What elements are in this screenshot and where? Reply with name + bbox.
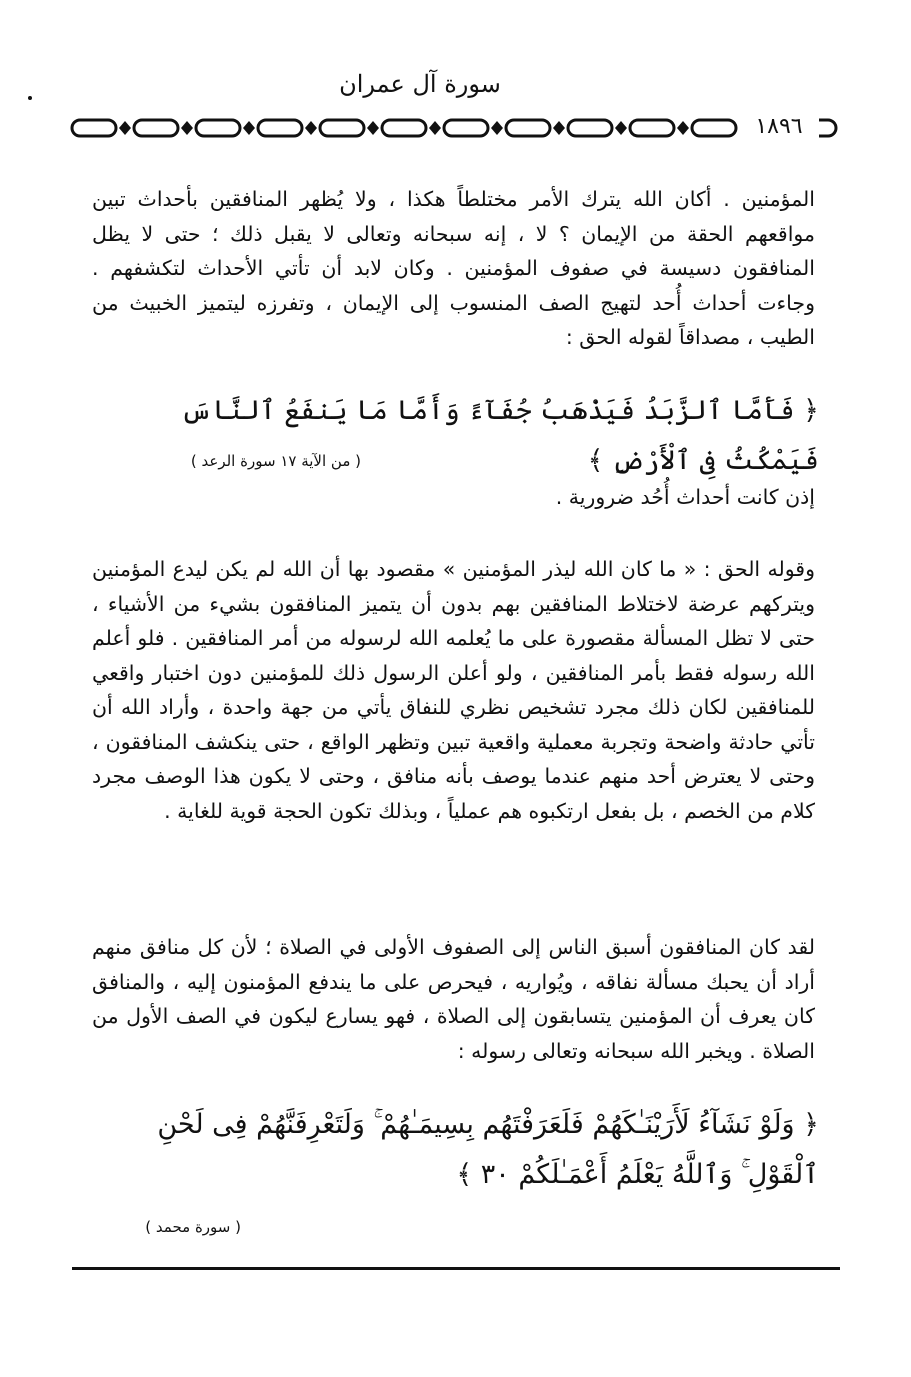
paragraph-3: وقوله الحق : « ما كان الله ليذر المؤمنين » مقصود بها أن الله لم يكن ليدع المؤمنين ويتركهم عرضة لاختلاط المنافقين بهم بدون أن يتميز المنافقون بشيء من الأشياء ، حتى لا تظل المسألة مقصورة على ما يُعلمه الله لرسوله من أمر المنافقين . فلو أعلم الله رسوله فقط بأمر المنافقين ، ولو أعلن الرسول ذلك للمؤمنين دون اختبار واقعي للمنافقين لكان ذلك مجرد تشخيص نظري للنفاق يأتي من جهة واحدة ، وأراد الله أن تأتي حادثة واضحة وتجربة معملية واقعية تبين وتظهر الواقع ، حتى ينكشف المنافقون ، وحتى لا يعترض أحد منهم عندما يوصف بأنه منافق ، وحتى لا يكون هذا الوصف مجرد كلام من الخصم ، بل بفعل ارتكبوه هم عملياً ، وبذلك تكون الحجة قوية للغاية . — [92, 557, 815, 823]
verse-reference-1: ( من الآية ١٧ سورة الرعد ) — [190, 452, 361, 470]
quran-verse-1: ﴿ فَأَمَّا ٱلزَّبَدُ فَيَذْهَبُ جُفَآءً وَأَمَّا مَا يَنفَعُ ٱلنَّاسَ فَيَمْكُثُ فِى ٱلْأَرْضِ ﴾ — [180, 395, 819, 476]
verse-reference-2: ( سورة محمد ) — [145, 1218, 241, 1236]
page-number: ١٨٩٦ — [739, 112, 819, 142]
stray-mark — [28, 96, 32, 100]
footer-rule — [72, 1267, 840, 1270]
paragraph-1: المؤمنين . أكان الله يترك الأمر مختلطاً هكذا ، ولا يُظهر المنافقين بأحداث تبين مواقعهم الحقة من الإيمان ؟ لا ، إنه سبحانه وتعالى لا يقبل ذلك ؛ حتى لا يظل المنافقون دسيسة في صفوف المؤمنين . وكان لابد أن تأتي الأحداث لتكشفهم . وجاءت أحداث أُحد لتهيج الصف المنسوب إلى الإيمان ، وتفرزه ليتميز الخبيث من الطيب ، مصداقاً لقوله الحق : — [92, 187, 815, 349]
paragraph-4: لقد كان المنافقون أسبق الناس إلى الصفوف الأولى في الصلاة ؛ لأن كل منافق منهم أراد أن يحبك مسألة نفاقه ، ويُواريه ، فيحرص على ما يندفع المؤمنون إليه ، والمنافق كان يعرف أن المؤمنين يتسابقون إلى الصلاة ، فهو يسارع ليكون في الصف الأول من الصلاة . ويخبر الله سبحانه وتعالى رسوله : — [92, 935, 815, 1063]
surah-header-title: سورة آل عمران — [339, 70, 501, 98]
quran-verse-2: ﴿ وَلَوْ نَشَآءُ لَأَرَيْنَـٰكَهُمْ فَلَعَرَفْتَهُم بِسِيمَـٰهُمْ ۚ وَلَتَعْرِفَنَّهُمْ فِى لَحْنِ ٱلْقَوْلِ ۚ وَٱللَّهُ يَعْلَمُ أَعْمَـٰلَكُمْ ٣٠ ﴾ — [157, 1109, 819, 1190]
paragraph-2: إذن كانت أحداث أُحُد ضرورية . — [555, 485, 815, 509]
decorative-chain-border — [70, 114, 840, 142]
